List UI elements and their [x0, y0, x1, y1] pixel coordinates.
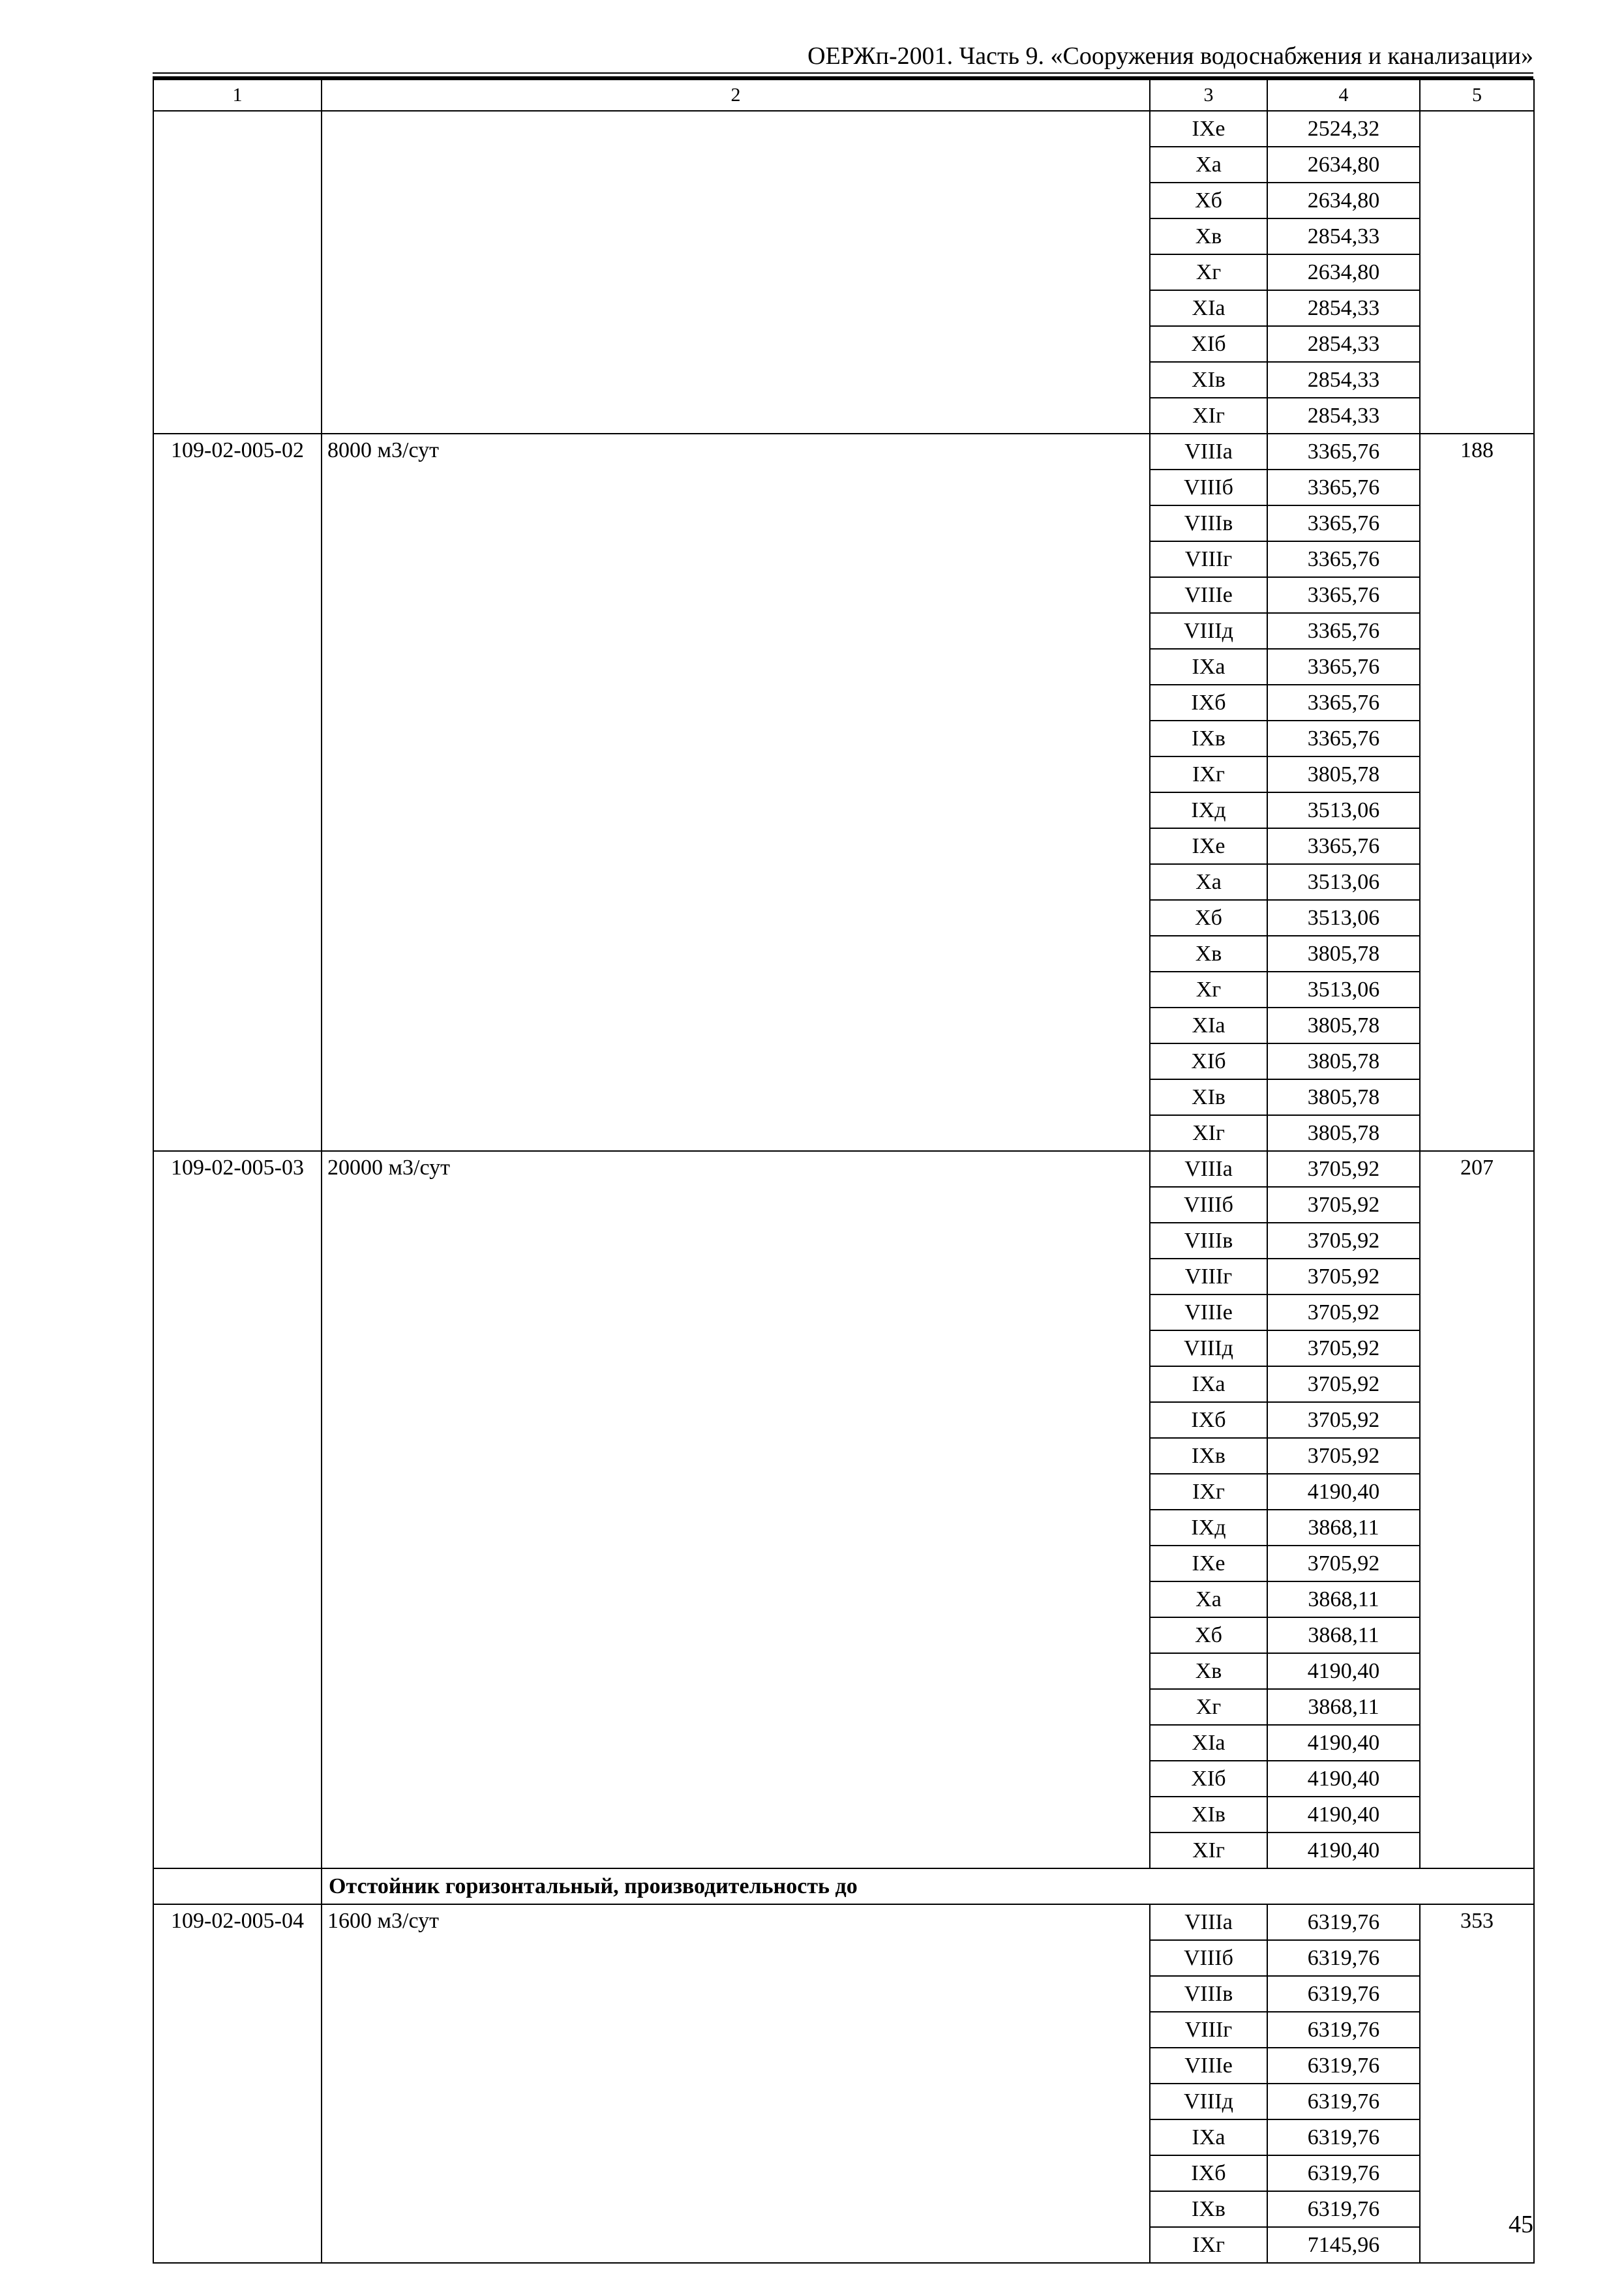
zone-cell: Xг — [1150, 972, 1267, 1008]
price-cell: 3513,06 — [1267, 972, 1420, 1008]
price-cell: 6319,76 — [1267, 2155, 1420, 2191]
price-cell: 3705,92 — [1267, 1402, 1420, 1438]
rates-table-body — [153, 80, 1534, 2263]
zone-cell: VIIIг — [1150, 1259, 1267, 1294]
price-cell: 3868,11 — [1267, 1617, 1420, 1653]
rate-value: 188 — [1420, 434, 1534, 1151]
zone-cell: VIIIе — [1150, 577, 1267, 613]
price-cell: 2634,80 — [1267, 183, 1420, 218]
zone-cell: XIб — [1150, 1761, 1267, 1797]
zone-cell: IXб — [1150, 685, 1267, 721]
zone-cell: XIв — [1150, 362, 1267, 398]
price-cell: 2854,33 — [1267, 290, 1420, 326]
column-header-2: 2 — [322, 80, 1150, 111]
price-cell: 2854,33 — [1267, 326, 1420, 362]
zone-cell: IXг — [1150, 1474, 1267, 1510]
price-cell: 6319,76 — [1267, 2084, 1420, 2119]
zone-cell: IXе — [1150, 111, 1267, 147]
zone-cell: IXа — [1150, 2119, 1267, 2155]
zone-cell: VIIIг — [1150, 2012, 1267, 2048]
zone-cell: XIа — [1150, 1725, 1267, 1761]
page-header-title: ОЕРЖп-2001. Часть 9. «Сооружения водоснабжения и канализации» — [807, 42, 1533, 70]
zone-cell: IXв — [1150, 1438, 1267, 1474]
price-cell: 3805,78 — [1267, 1008, 1420, 1043]
zone-cell: XIв — [1150, 1797, 1267, 1833]
price-cell: 2634,80 — [1267, 254, 1420, 290]
price-cell: 2524,32 — [1267, 111, 1420, 147]
price-cell: 3365,76 — [1267, 828, 1420, 864]
zone-cell: IXб — [1150, 2155, 1267, 2191]
zone-cell: XIг — [1150, 1833, 1267, 1868]
price-cell: 3805,78 — [1267, 1043, 1420, 1079]
price-cell: 6319,76 — [1267, 1904, 1420, 1940]
price-cell: 6319,76 — [1267, 1976, 1420, 2012]
zone-cell: IXа — [1150, 649, 1267, 685]
zone-cell: Xа — [1150, 864, 1267, 900]
price-cell: 6319,76 — [1267, 2048, 1420, 2084]
zone-cell: Xа — [1150, 1581, 1267, 1617]
zone-cell: VIIIв — [1150, 1976, 1267, 2012]
zone-cell: VIIIд — [1150, 2084, 1267, 2119]
column-header-3: 3 — [1150, 80, 1267, 111]
price-cell: 6319,76 — [1267, 2119, 1420, 2155]
zone-cell: XIг — [1150, 398, 1267, 434]
zone-cell: VIIIд — [1150, 613, 1267, 649]
zone-cell: VIIIд — [1150, 1330, 1267, 1366]
price-cell: 3705,92 — [1267, 1330, 1420, 1366]
zone-cell: VIIIв — [1150, 1223, 1267, 1259]
zone-cell: IXв — [1150, 721, 1267, 756]
table-row — [153, 434, 1534, 470]
zone-cell: XIб — [1150, 326, 1267, 362]
price-cell: 3868,11 — [1267, 1510, 1420, 1546]
price-cell: 4190,40 — [1267, 1761, 1420, 1797]
price-cell: 3513,06 — [1267, 900, 1420, 936]
item-code: 109-02-005-04 — [153, 1904, 322, 2263]
price-cell: 3705,92 — [1267, 1151, 1420, 1187]
rate-value: 207 — [1420, 1151, 1534, 1868]
price-cell: 3705,92 — [1267, 1187, 1420, 1223]
price-cell: 3705,92 — [1267, 1259, 1420, 1294]
rate-value: 353 — [1420, 1904, 1534, 2263]
zone-cell: IXе — [1150, 1546, 1267, 1581]
zone-cell: XIв — [1150, 1079, 1267, 1115]
rate-value — [1420, 111, 1534, 434]
zone-cell: Xв — [1150, 936, 1267, 972]
price-cell: 4190,40 — [1267, 1725, 1420, 1761]
item-description: 20000 м3/сут — [322, 1151, 1150, 1868]
table-row — [153, 1904, 1534, 1940]
zone-cell: XIа — [1150, 290, 1267, 326]
price-cell: 3705,92 — [1267, 1438, 1420, 1474]
zone-cell: IXд — [1150, 792, 1267, 828]
zone-cell: VIIIа — [1150, 434, 1267, 470]
price-cell: 2854,33 — [1267, 398, 1420, 434]
zone-cell: Xв — [1150, 218, 1267, 254]
price-cell: 3365,76 — [1267, 649, 1420, 685]
section-code-cell — [153, 1868, 322, 1904]
section-row — [153, 1868, 1534, 1904]
price-cell: 3805,78 — [1267, 1079, 1420, 1115]
zone-cell: VIIIа — [1150, 1904, 1267, 1940]
price-cell: 3705,92 — [1267, 1223, 1420, 1259]
table-row — [153, 1151, 1534, 1187]
item-code: 109-02-005-03 — [153, 1151, 322, 1868]
page-number: 45 — [1509, 2211, 1533, 2238]
column-header-row — [153, 80, 1534, 111]
table-row — [153, 111, 1534, 147]
zone-cell: IXе — [1150, 828, 1267, 864]
price-cell: 2854,33 — [1267, 218, 1420, 254]
item-code — [153, 111, 322, 434]
zone-cell: VIIIг — [1150, 541, 1267, 577]
zone-cell: IXа — [1150, 1366, 1267, 1402]
price-cell: 7145,96 — [1267, 2227, 1420, 2263]
price-cell: 3365,76 — [1267, 470, 1420, 505]
price-cell: 3365,76 — [1267, 721, 1420, 756]
price-cell: 3513,06 — [1267, 792, 1420, 828]
zone-cell: IXг — [1150, 2227, 1267, 2263]
price-cell: 6319,76 — [1267, 2191, 1420, 2227]
zone-cell: Xг — [1150, 254, 1267, 290]
zone-cell: XIа — [1150, 1008, 1267, 1043]
zone-cell: VIIIв — [1150, 505, 1267, 541]
price-cell: 3365,76 — [1267, 613, 1420, 649]
zone-cell: Xб — [1150, 183, 1267, 218]
price-cell: 3365,76 — [1267, 505, 1420, 541]
zone-cell: IXд — [1150, 1510, 1267, 1546]
price-cell: 3365,76 — [1267, 541, 1420, 577]
item-description: 8000 м3/сут — [322, 434, 1150, 1151]
zone-cell: Xб — [1150, 900, 1267, 936]
price-cell: 2634,80 — [1267, 147, 1420, 183]
zone-cell: IXб — [1150, 1402, 1267, 1438]
zone-cell: IXг — [1150, 756, 1267, 792]
price-cell: 2854,33 — [1267, 362, 1420, 398]
price-cell: 4190,40 — [1267, 1833, 1420, 1868]
zone-cell: Xб — [1150, 1617, 1267, 1653]
item-description — [322, 111, 1150, 434]
price-cell: 3365,76 — [1267, 577, 1420, 613]
price-cell: 3868,11 — [1267, 1581, 1420, 1617]
zone-cell: VIIIб — [1150, 470, 1267, 505]
price-cell: 3513,06 — [1267, 864, 1420, 900]
column-header-5: 5 — [1420, 80, 1534, 111]
price-cell: 3805,78 — [1267, 756, 1420, 792]
price-cell: 4190,40 — [1267, 1653, 1420, 1689]
price-cell: 3365,76 — [1267, 685, 1420, 721]
item-code: 109-02-005-02 — [153, 434, 322, 1151]
header-rule-thin — [153, 72, 1533, 74]
zone-cell: XIб — [1150, 1043, 1267, 1079]
zone-cell: VIIIб — [1150, 1940, 1267, 1976]
price-cell: 3365,76 — [1267, 434, 1420, 470]
rates-table — [153, 79, 1535, 2264]
price-cell: 4190,40 — [1267, 1474, 1420, 1510]
zone-cell: Xа — [1150, 147, 1267, 183]
zone-cell: VIIIе — [1150, 2048, 1267, 2084]
price-cell: 6319,76 — [1267, 1940, 1420, 1976]
item-description: 1600 м3/сут — [322, 1904, 1150, 2263]
zone-cell: VIIIб — [1150, 1187, 1267, 1223]
zone-cell: VIIIе — [1150, 1294, 1267, 1330]
zone-cell: IXв — [1150, 2191, 1267, 2227]
price-cell: 4190,40 — [1267, 1797, 1420, 1833]
price-cell: 3805,78 — [1267, 1115, 1420, 1151]
column-header-4: 4 — [1267, 80, 1420, 111]
zone-cell: VIIIа — [1150, 1151, 1267, 1187]
zone-cell: XIг — [1150, 1115, 1267, 1151]
price-cell: 3705,92 — [1267, 1366, 1420, 1402]
zone-cell: Xг — [1150, 1689, 1267, 1725]
price-cell: 3868,11 — [1267, 1689, 1420, 1725]
price-cell: 6319,76 — [1267, 2012, 1420, 2048]
price-cell: 3805,78 — [1267, 936, 1420, 972]
section-title: Отстойник горизонтальный, производительность до — [322, 1868, 1534, 1904]
zone-cell: Xв — [1150, 1653, 1267, 1689]
column-header-1: 1 — [153, 80, 322, 111]
price-cell: 3705,92 — [1267, 1546, 1420, 1581]
price-cell: 3705,92 — [1267, 1294, 1420, 1330]
